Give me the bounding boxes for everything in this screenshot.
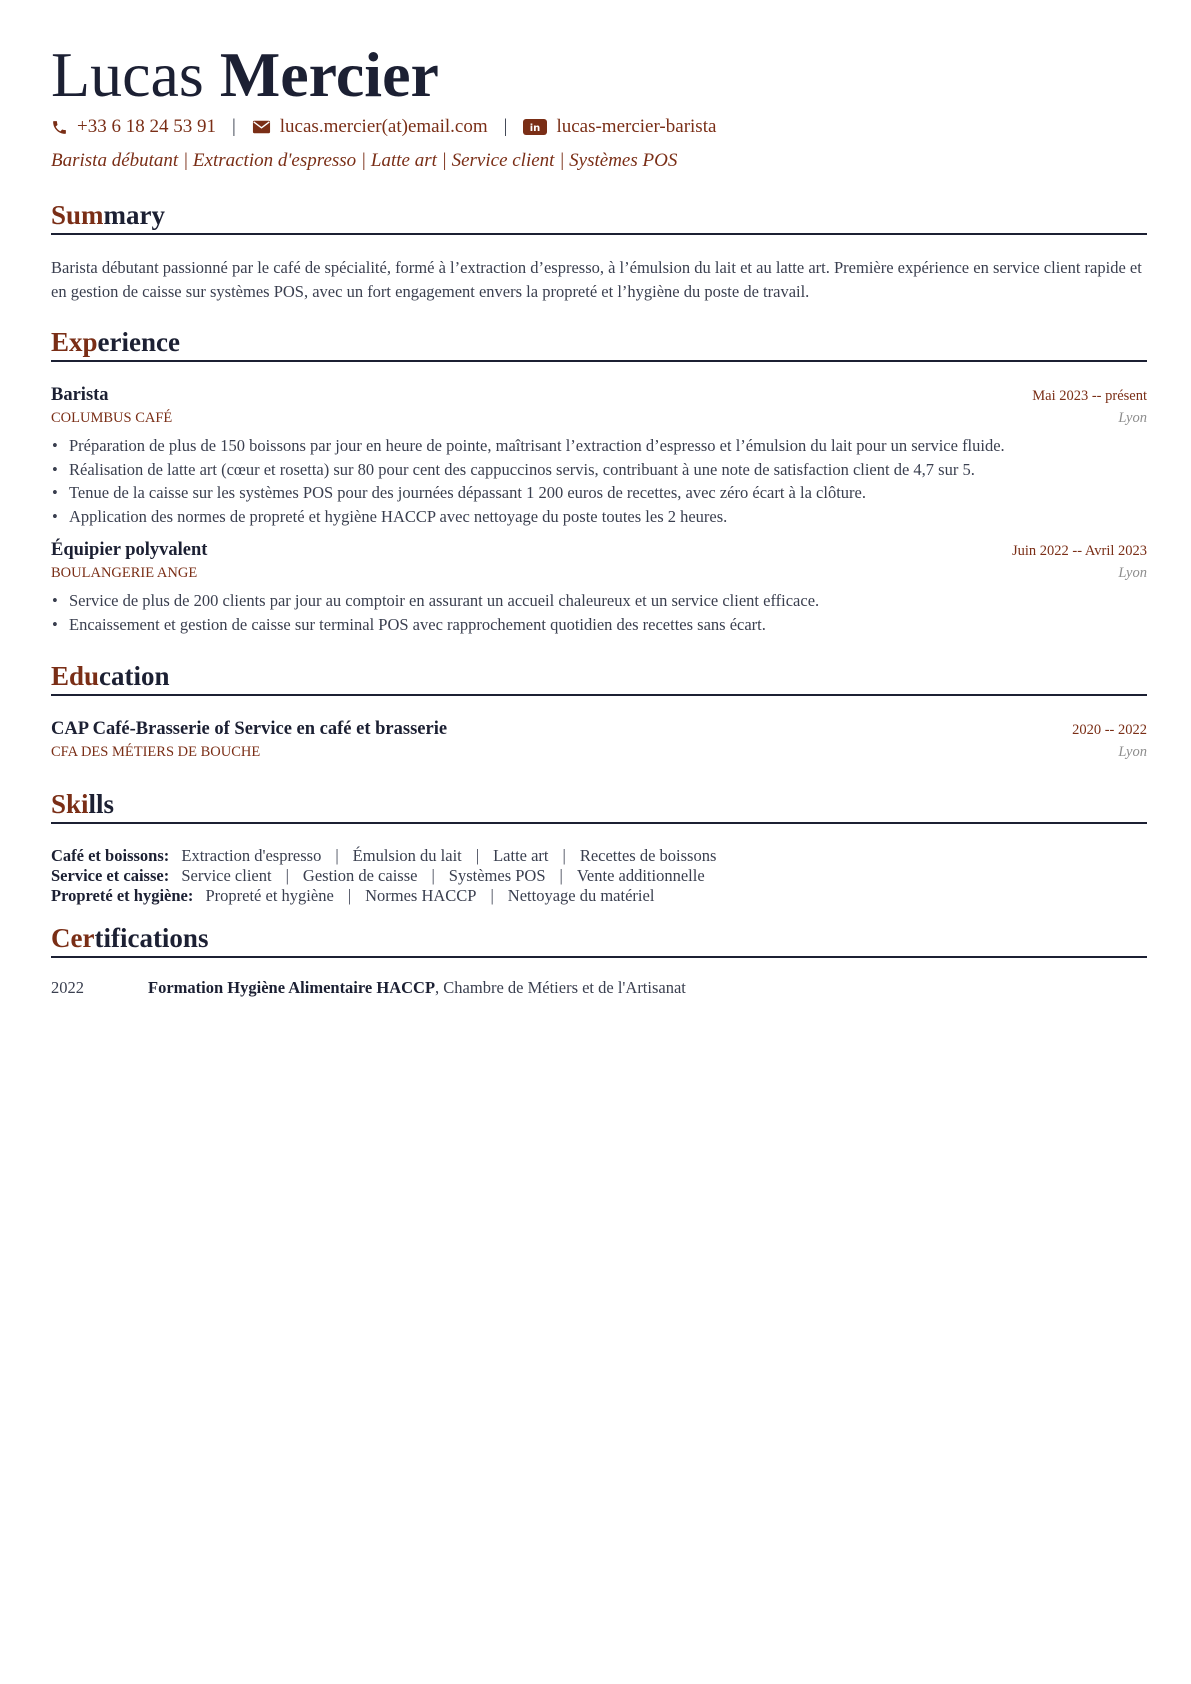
skill-row: [51, 886, 1147, 906]
tagline: Barista débutant | Extraction d'espresso | Latte art | Service client | Systèmes POS: [51, 150, 678, 171]
job-title: Équipier polyvalent: [51, 540, 208, 560]
linkedin-icon: [523, 119, 547, 135]
list-item: • Encaissement et gestion de caisse sur terminal POS avec rapprochement quotidien des recettes sans écart.: [51, 613, 1147, 637]
skill-separator: |: [490, 886, 494, 905]
job-location: Lyon: [1118, 565, 1147, 581]
degree-title: CAP Café-Brasserie of Service en café et brasserie: [51, 719, 448, 739]
job-bullets: [51, 434, 1147, 528]
school-location: Lyon: [1118, 744, 1147, 760]
certification-issuer: , Chambre de Métiers et de l'Artisanat: [435, 978, 686, 997]
job-dates: Juin 2022 -- Avril 2023: [1011, 543, 1147, 559]
employer: BOULANGERIE ANGE: [51, 565, 198, 581]
skill-item: Gestion de caisse: [302, 866, 418, 885]
skill-item: Nettoyage du matériel: [507, 886, 655, 905]
section-title-education: [51, 659, 1147, 696]
skill-separator: |: [562, 846, 566, 865]
list-item: • Service de plus de 200 clients par jour au comptoir en assurant un accueil chaleureux et un service client efficace.: [51, 589, 1147, 613]
skill-item: Systèmes POS: [448, 866, 546, 885]
section-title-accent: Ski: [51, 789, 89, 819]
skill-separator: |: [347, 886, 352, 905]
section-title-certifications: [51, 921, 1147, 958]
job-dates: Mai 2023 -- présent: [1032, 388, 1147, 404]
section-title-accent: Sum: [51, 200, 104, 230]
contact-email[interactable]: [252, 116, 488, 138]
section-title-rest: erience: [97, 327, 180, 357]
skill-item: Extraction d'espresso: [181, 846, 322, 865]
list-item: • Réalisation de latte art (cœur et rosetta) sur 80 pour cent des cappuccinos servis, contribuant à une note de satisfaction client de 4,7 sur 5.: [51, 458, 1147, 482]
section-title-skills: [51, 787, 1147, 824]
education-entry: [51, 717, 1147, 763]
certification-name: Formation Hygiène Alimentaire HACCP: [148, 978, 436, 997]
candidate-name: [51, 36, 439, 114]
section-title-rest: mary: [103, 200, 166, 230]
certification-year: 2022: [51, 978, 84, 997]
list-item: • Préparation de plus de 150 boissons par jour en heure de pointe, maîtrisant l’extraction d’espresso et l’émulsion du lait pour un service fluide.: [51, 434, 1147, 458]
phone-icon: [51, 119, 68, 136]
degree-dates: 2020 -- 2022: [1072, 722, 1147, 738]
skill-item: Recettes de boissons: [579, 846, 717, 865]
skill-row: [51, 846, 1147, 866]
skill-separator: |: [431, 866, 435, 885]
list-item: • Tenue de la caisse sur les systèmes POS pour des journées dépassant 1 200 euros de recettes, avec zéro écart à la clôture.: [51, 481, 1147, 505]
section-title-accent: Cer: [51, 923, 95, 953]
envelope-icon: [252, 120, 271, 134]
skill-row: [51, 866, 1147, 886]
skill-category: Propreté et hygiène:: [51, 886, 194, 905]
skill-item: Service client: [181, 866, 272, 885]
contact-separator: |: [231, 116, 236, 137]
skill-separator: |: [559, 866, 563, 885]
phone-number: +33 6 18 24 53 91: [77, 116, 216, 137]
job-location: Lyon: [1118, 410, 1147, 426]
section-title-accent: Edu: [51, 661, 100, 691]
contact-linkedin[interactable]: [523, 116, 716, 138]
skill-category: Service et caisse:: [51, 866, 170, 885]
certification-entry: [51, 978, 1147, 998]
section-title-summary: [51, 198, 1147, 235]
skill-item: Latte art: [493, 846, 549, 865]
school: CFA DES MÉTIERS DE BOUCHE: [51, 744, 261, 760]
experience-entry: [51, 538, 1147, 636]
list-item: • Application des normes de propreté et hygiène HACCP avec nettoyage du poste toutes les 2 heures.: [51, 505, 1147, 529]
linkedin-handle: lucas-mercier-barista: [556, 116, 717, 137]
job-title: Barista: [51, 385, 109, 405]
skill-separator: |: [285, 866, 289, 885]
email-address: lucas.mercier(at)email.com: [279, 116, 488, 137]
section-title-rest: tifications: [94, 923, 209, 953]
section-title-experience: [51, 325, 1147, 362]
skill-item: Propreté et hygiène: [205, 886, 334, 905]
skill-item: Normes HACCP: [365, 886, 477, 905]
skills-list: [51, 846, 1147, 906]
experience-entry: [51, 383, 1147, 528]
skill-category: Café et boissons:: [51, 846, 170, 865]
contact-bar: [51, 114, 716, 140]
job-bullets: [51, 589, 1147, 636]
last-name: Mercier: [219, 39, 439, 110]
svg-text:in: in: [530, 123, 541, 134]
contact-separator: |: [503, 116, 508, 137]
section-title-rest: cation: [99, 661, 170, 691]
skill-item: Émulsion du lait: [352, 846, 462, 865]
employer: COLUMBUS CAFÉ: [51, 410, 173, 426]
skill-separator: |: [335, 846, 339, 865]
contact-phone[interactable]: [51, 116, 216, 138]
skill-separator: |: [475, 846, 480, 865]
skill-item: Vente additionnelle: [576, 866, 705, 885]
first-name: Lucas: [51, 39, 204, 110]
section-title-rest: lls: [88, 789, 115, 819]
section-title-accent: Exp: [51, 327, 98, 357]
summary-text: Barista débutant passionné par le café de spécialité, formé à l’extraction d’espresso, à l’émulsion du lait et au latte art. Première expérience en service client rapide et en gestion de caisse sur systèmes POS, avec un fort engagement envers la propreté et l’hygiène du poste de travail.: [51, 258, 1142, 301]
